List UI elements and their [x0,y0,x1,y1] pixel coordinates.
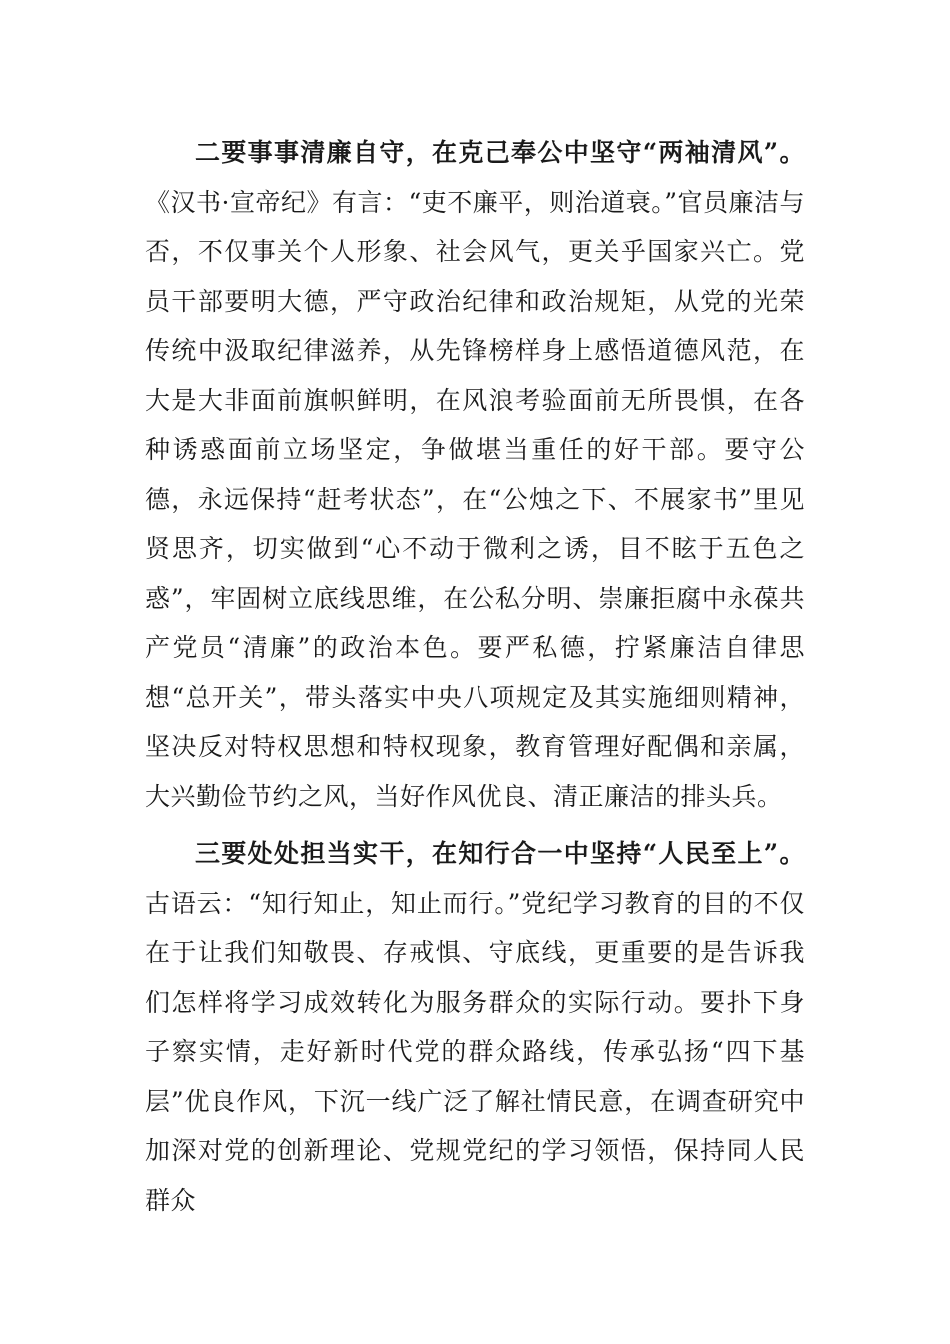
paragraph-body: 古语云：“知行知止，知止而行。”党纪学习教育的目的不仅在于让我们知敬畏、存戒惧、守底线，更重要的是告诉我们怎样将学习成效转化为服务群众的实际行动。要扑下身子察实情，走好新时代党的群众路线，传承弘扬“四下基层”优良作风，下沉一线广泛了解社情民意，在调查研究中加深对党的创新理论、党规党纪的学习领悟，保持同人民群众 [145,888,805,1215]
paragraph-body: 《汉书·宣帝纪》有言：“吏不廉平，则治道衰。”官员廉洁与否，不仅事关个人形象、社会风气，更关乎国家兴亡。党员干部要明大德，严守政治纪律和政治规矩，从党的光荣传统中汲取纪律滋养，从先锋榜样身上感悟道德风范，在大是大非面前旗帜鲜明，在风浪考验面前无所畏惧，在各种诱惑面前立场坚定，争做堪当重任的好干部。要守公德，永远保持“赶考状态”，在“公烛之下、不展家书”里见贤思齐，切实做到“心不动于微利之诱，目不眩于五色之惑”，牢固树立底线思维，在公私分明、崇廉拒腐中永葆共产党员“清廉”的政治本色。要严私德，拧紧廉洁自律思想“总开关”，带头落实中央八项规定及其实施细则精神，坚决反对特权思想和特权现象，教育管理好配偶和亲属，大兴勤俭节约之风，当好作风优良、清正廉洁的排头兵。 [145,187,806,811]
paragraph-lead: 二要事事清廉自守，在克己奉公中坚守“两袖清风”。 [195,138,805,167]
document-body [145,128,805,1225]
paragraph-integrity [145,128,805,821]
paragraph-lead: 三要处处担当实干，在知行合一中坚持“人民至上”。 [195,839,805,868]
paragraph-practice [145,829,805,1225]
